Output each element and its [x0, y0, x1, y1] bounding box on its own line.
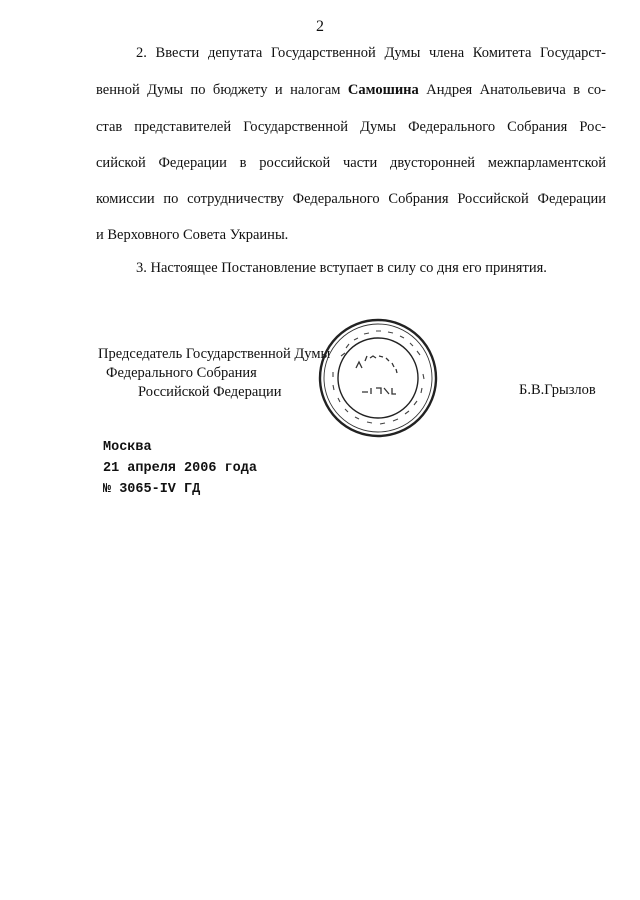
- item-2-line-2-end: Андрея Анатольевича в со-: [426, 82, 607, 98]
- document-footer: [103, 437, 257, 500]
- signature-title-line-2: Федерального Собрания: [106, 365, 257, 381]
- footer-number: № 3065-IV ГД: [103, 482, 201, 497]
- official-stamp: [316, 316, 440, 440]
- page-number: 2: [316, 18, 324, 35]
- item-2-line-2: [96, 83, 606, 98]
- signature-title-line-1: Председатель Государственной Думы: [98, 346, 331, 362]
- signature-title: [98, 345, 330, 402]
- item-2-line-5: комиссии по сотрудничеству Федерального Собрания Российской Федерации: [96, 191, 606, 207]
- signer-name: Б.В.Грызлов: [519, 382, 596, 398]
- item-2-line-6: и Верховного Совета Украины.: [96, 227, 289, 243]
- item-2-line-2-start: венной Думы по бюджету и налогам: [96, 82, 341, 98]
- footer-city: Москва: [103, 440, 152, 455]
- item-2-line-1: 2. Ввести депутата Государственной Думы члена Комитета Государст-: [136, 45, 606, 61]
- signature-title-line-3: Российской Федерации: [138, 384, 282, 400]
- item-2-line-3: став представителей Государственной Думы Федерального Собрания Рос-: [96, 119, 606, 135]
- deputy-surname: Самошина: [347, 82, 419, 98]
- item-2-line-4: сийской Федерации в российской части двусторонней межпарламентской: [96, 155, 606, 171]
- footer-date: 21 апреля 2006 года: [103, 461, 257, 476]
- item-3-text: 3. Настоящее Постановление вступает в силу со дня его принятия.: [136, 260, 547, 276]
